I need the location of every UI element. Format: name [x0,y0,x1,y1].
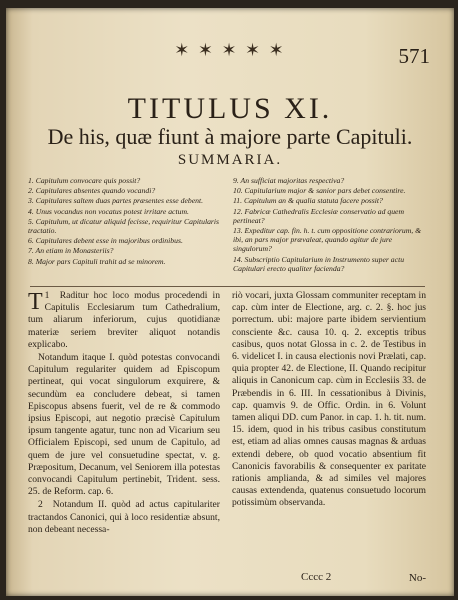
paragraph-text: Notandum itaque I. quòd potestas convocandi Capitulum regulariter quidem ad Episcopum pertineat, qui vocat singulorum exquirere, & secundùm ea concludere debeat, si tamen Episcopus absens fuerit, vel de re & commodo ipsius Episcopi, aut negotio præcisè Capitulum ipsum tangente agatur, tunc non ad Vicarium seu Officialem Episcopi, sed unum de Capitulo, ad quem de jure vel consuetudine spectat, v. g. Præpositum, Decanum, vel Seniorem illa potestas convocandi Capitulum pertinebit, Trident. sess. 25. de Reform. cap. 6. [28,352,220,498]
paragraph-text: Notandum II. quòd ad actus capitulariter tractandos Canonici, qui à loco residentiæ absunt, non debeant necessa- [28,499,220,535]
summary-item: 8. Major pars Capituli trahit ad se minorem. [28,256,166,266]
summary-item: 14. Subscriptio Capitularium in Instrumento super actu Capitulari erecto qualiter facienda? [233,254,405,273]
summary-item: 2. Capitulares absentes quando vocandi? [28,186,156,196]
summary-item: 12. Fabricæ Cathedralis Ecclesiæ conservatio ad quem pertineat? [233,206,405,225]
summary-right-column [233,176,429,274]
body-paragraph [28,499,220,536]
catchword: No- [408,572,426,584]
body-paragraph [28,290,220,351]
section-divider [30,286,425,287]
summary-block [28,176,428,286]
summary-item: 11. Capitulum an & qualia statuta facere possit? [233,196,383,206]
paragraph-number: 2 [38,499,43,511]
summary-item: 7. An etiam in Monasteriis? [28,246,114,256]
summaria-heading: SUMMARIA. [177,152,283,168]
header-ornament: ✶ ✶ ✶ ✶ ✶ [174,40,286,60]
page-number: 571 [398,44,430,68]
book-page [6,8,454,596]
summary-item: 6. Capitulares debent esse in majoribus ordinibus. [28,236,183,246]
body-paragraph [232,290,426,510]
body-paragraph [28,352,220,498]
paragraph-text: riò vocari, juxta Glossam communiter receptam in cap. cùm inter de Electione, arg. c. 2. §. hoc jus porrectum. ubi: majore parte ibidem servientium consciente &c. causa 10. q. 2. exceptis tribus casibus, quos notat Glossa in c. 2. de Testibus in 6. videlicet I. in causa electionis novi Prælati, cap. quia propter 42. de Electione, II. Quando recipitur aliquis in Canonicum cap. cùm in Ecclesiis 33. de Præbendis in 6. III. In cessationibus à Divinis, cap. quamvis 9. de Offic. Ordin. in 6. Volunt tamen aliqui DD. cum Panor. in cap. 1. h. tit. num. 15. idem, quod in his tribus casibus constitutum est, etiam ad alias omnes causas magnas & arduas extendi debere, ob quod vocatio absentium fit Canonicis favorabilis & consequenter ex paritate rationis amplianda, & ad similes vel majores causas extendenda, quatenus consuetudo locorum potissimùm observanda. [232,290,426,509]
drop-cap: T [28,289,43,315]
summary-left-column [28,176,224,267]
summary-item: 4. Unus vocandus non vocatus potest irritare actum. [28,206,189,216]
signature-mark: Cccc 2 [301,571,332,583]
body-left-column [28,290,220,537]
paragraph-text: Raditur hoc loco modus procedendi in Capitulis Ecclesiarum tum Cathedralium, tum aliarum inferiorum, cujus quotidianæ materiæ seriem breviter aliquot notandis explicabo. [28,290,220,350]
summary-item: 5. Capitulum, ut dicatur aliquid fecisse, requiritur Capitularis tractatio. [28,216,220,236]
summary-item: 13. Expeditur cap. fin. h. t. cum oppositione contrariorum, & ibi, an pars major prævaleat, quando agitur de jure singulorum? [233,226,422,254]
chapter-subtitle: De his, quæ fiunt à majore parte Capituli. [47,124,413,149]
summary-item: 10. Capitularium major & sanior pars debet consentire. [233,186,406,196]
chapter-title: TITULUS XI. [127,92,333,125]
summary-item: 9. An sufficiat majoritas respectiva? [233,176,345,185]
body-right-column [232,290,426,511]
summary-item: 1. Capitulum convocare quis possit? [28,176,141,185]
paragraph-number: 1 [44,290,50,301]
summary-item: 3. Capitulares saltem duas partes præsentes esse debent. [28,196,204,206]
